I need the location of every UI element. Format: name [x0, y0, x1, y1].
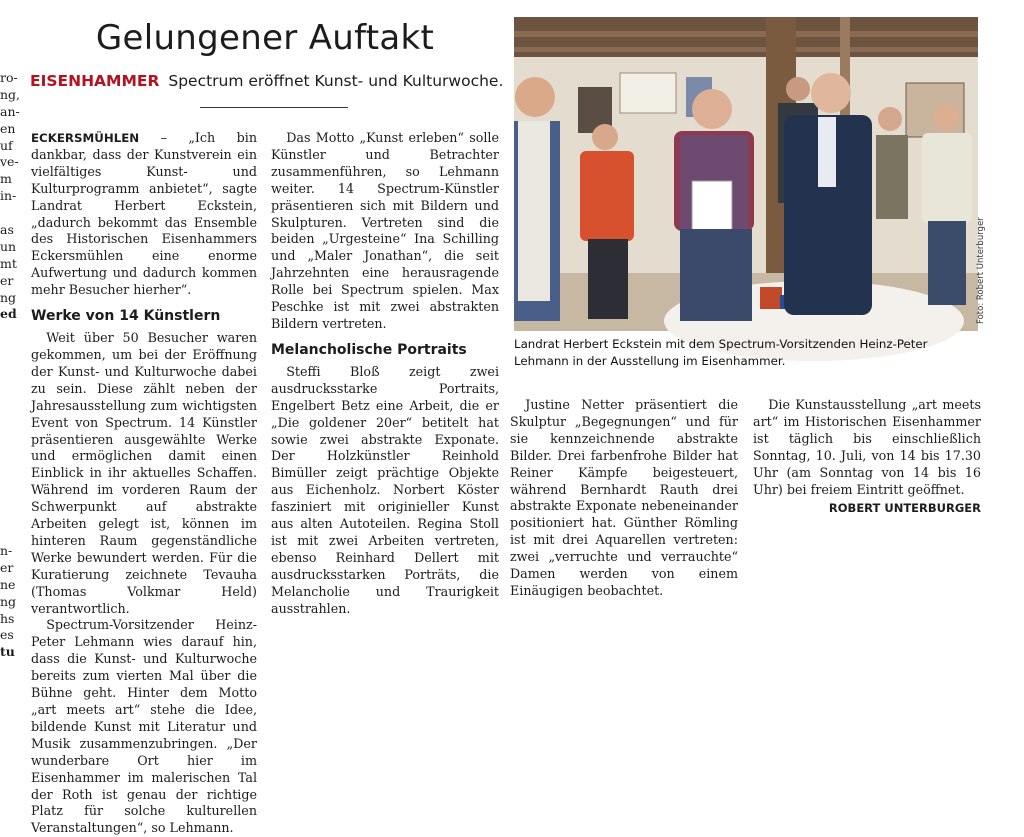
edge-fragment [0, 458, 14, 475]
edge-fragment: n- [0, 542, 13, 558]
edge-fragment: er [0, 559, 14, 575]
edge-fragment: ed [0, 306, 17, 322]
paragraph-1: ECKERSMÜHLEN – „Ich bin dankbar, dass der Kunstverein ein vielfältiges Kunst- und Kulturprogramm anbietet“, sagte Landrat Herbert Eckstein, „dadurch bekommt das Ensemble des Historischen Eisenhammers Eckersmühlen eine enorme Aufwertung und dadurch kommen mehr Besucher hierher“. [31, 130, 257, 298]
photo-credit: Foto: Robert Unterburger [976, 217, 986, 324]
edge-fragment: as [0, 222, 14, 238]
edge-fragment: es [0, 627, 14, 643]
edge-fragment: uf [0, 137, 13, 153]
author-byline: ROBERT UNTERBURGER [828, 501, 981, 516]
edge-fragment: an- [0, 103, 20, 119]
edge-fragment [0, 475, 14, 492]
edge-fragment [0, 425, 14, 442]
edge-fragment: er [0, 272, 14, 288]
edge-fragment: hs [0, 610, 15, 626]
edge-fragment: ng [0, 593, 17, 609]
edge-fragment [0, 340, 14, 357]
edge-fragment [0, 509, 14, 526]
edge-fragment: tu [0, 644, 15, 660]
adjacent-article-fragment [0, 70, 21, 661]
photo-illustration [514, 17, 978, 331]
paragraph-5: Steffi Bloß zeigt zwei ausdrucksstarke Portraits, Engelbert Betz eine Arbeit, die er „Die goldener 20er“ betitelt hat sowie zwei abstrakte Exponate. Der Holzkünstler Reinhold Bimüller zeigt prächtige Objekte aus Eichenholz. Norbert Köster fasziniert mit originieller Kunst aus alten Autoteilen. Regina Stoll ist mit zwei Arbeiten vertreten, ebenso Reinhard Dellert mit ausdrucksstarken Porträts, die Melancholie und Traurigkeit ausstrahlen. [271, 363, 499, 616]
edge-fragment: in- [0, 188, 17, 204]
edge-fragment [0, 323, 14, 340]
headline-divider [200, 107, 348, 108]
paragraph-2: Weit über 50 Besucher waren gekommen, um bei der Eröffnung der Kunst- und Kulturwoche dabei zu sein. Diese zählt neben der Jahresausstellung zum wichtigsten Event von Spectrum. 14 Künstler präsentieren ausgewählte Werke und ermöglichen damit einen Einblick in ihr aktuelles Schaffen. Während im vorderen Raum der Schwerpunkt auf abstrakte Arbeiten gelegt ist, können im hinteren Raum gegenständliche Werke bewundert werden. Für die Kuratierung zeichnete Tevauha (Thomas Volkmar Held) verantwortlich. [31, 330, 257, 616]
subheading-portraits: Melancholische Portraits [271, 341, 467, 358]
edge-fragment [0, 391, 14, 408]
edge-fragment: en [0, 120, 16, 136]
subheading-werke: Werke von 14 Künstlern [31, 308, 221, 325]
edge-fragment [0, 357, 14, 374]
edge-fragment: ve- [0, 154, 19, 170]
paragraph-4: Das Motto „Kunst erleben“ solle Künstler und Betrachter zusammenführen, so Lehmann weiter. 14 Spectrum-Künstler präsentieren sich mit Bildern und Skulpturen. Vertreten sind die beiden „Urgesteine“ Ina Schilling und „Maler Jonathan“, die seit Jahrzehnten eine herausragende Rolle bei Spectrum spielen. Max Peschke ist mit zwei abstrakten Bildern vertreten. [271, 130, 499, 331]
article-column-2 [271, 130, 499, 617]
location-kicker: EISENHAMMER [30, 72, 160, 90]
paragraph-6: Justine Netter präsentiert die Skulptur „Begegnungen“ und für sie kennzeichnende abstrakte Bilder. Drei farbenfrohe Bilder hat Reiner Kämpfe beigesteuert, während Bernhardt Rauth drei abstrakte Exponate nebeneinander positioniert hat. Günther Römling ist mit drei Aquarellen vertreten: zwei „verruchte und verrauchte“ Damen werden von einem Einäugigen beobachtet. [510, 397, 738, 598]
article-column-4 [753, 397, 981, 517]
edge-fragment: ne [0, 576, 16, 592]
edge-fragment [0, 205, 14, 222]
article-column-1 [31, 130, 257, 837]
photo-caption: Landrat Herbert Eckstein mit dem Spectrum-Vorsitzenden Heinz-Peter Lehmann in der Ausstellung im Eisenhammer. [514, 337, 928, 368]
subheadline-text: Spectrum eröffnet Kunst- und Kulturwoche. [168, 72, 504, 90]
edge-fragment: ng [0, 289, 17, 305]
edge-fragment: m [0, 171, 12, 187]
edge-fragment [0, 442, 14, 459]
dateline: ECKERSMÜHLEN [31, 131, 140, 145]
article-column-3 [510, 397, 738, 600]
edge-fragment [0, 374, 14, 391]
edge-fragment: mt [0, 255, 17, 271]
article-subheadline [30, 70, 504, 92]
edge-fragment [0, 526, 14, 543]
edge-fragment [0, 492, 14, 509]
article-headline: Gelungener Auftakt [95, 18, 435, 58]
edge-fragment: ro- [0, 70, 18, 85]
paragraph-3: Spectrum-Vorsitzender Heinz-Peter Lehmann wies darauf hin, dass die Kunst- und Kulturwoche bereits zum vierten Mal über die Bühne geht. Hinter dem Motto „art meets art“ stehe die Idee, bildende Kunst mit Literatur und Musik zusammenzubringen. „Der wunderbare Ort hier im Eisenhammer im malerischen Tal der Roth ist genau der richtige Platz für solche kulturellen Veranstaltungen“, so Lehmann. [31, 617, 257, 836]
edge-fragment: un [0, 238, 17, 254]
article-photo [514, 17, 978, 331]
paragraph-7: Die Kunstausstellung „art meets art“ im Historischen Eisenhammer ist täglich bis einschließlich Sonntag, 10. Juli, von 14 bis 17.30 Uhr (am Sonntag von 14 bis 16 Uhr) bei freiem Eintritt geöffnet. [753, 397, 981, 497]
edge-fragment [0, 408, 14, 425]
edge-fragment: ng, [0, 86, 21, 102]
